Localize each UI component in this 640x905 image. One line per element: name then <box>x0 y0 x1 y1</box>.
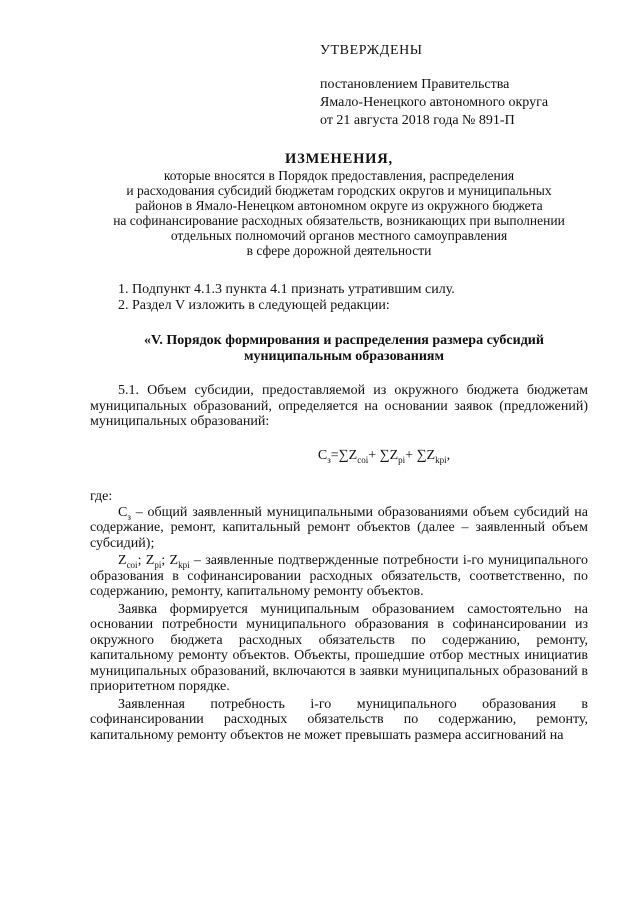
document-title <box>90 150 588 258</box>
def-symbol-sub: coi <box>126 559 138 570</box>
approval-line: Ямало-Ненецкого автономного округа <box>320 95 549 110</box>
document-body <box>90 282 588 743</box>
title-line: на софинансирование расходных обязательств, возникающих при выполнении <box>113 213 565 228</box>
def-text: – заявленные подтвержденные потребности i-го муниципального образования в софинансировании расходных обязательств, соответственно, по содержанию, ремонту, капитальному ремонту объектов. <box>90 553 588 599</box>
section-heading-line: «V. Порядок формирования и распределения размера субсидий <box>144 333 544 348</box>
amendment-item: 1. Подпункт 4.1.3 пункта 4.1 признать утратившим силу. <box>118 282 455 297</box>
subsidy-formula <box>180 448 588 464</box>
formula-plus2: + ∑Z <box>405 447 436 463</box>
formula-lhs-sub: з <box>327 454 331 465</box>
paragraph-need: Заявленная потребность i-го муниципального образования в софинансировании расходных обязательств по содержанию, ремонту, капитальному ремонту объектов не может превышать размера ассигнований на <box>90 696 588 743</box>
def-symbol: ; Z <box>137 553 155 568</box>
formula-lhs: С <box>317 447 328 463</box>
title-line: которые вносятся в Порядок предоставления, распределения <box>163 168 515 183</box>
def-text: – общий заявленный муниципальными образованиями объем субсидий на содержание, ремонт, капитальный ремонт объектов (далее – заявленный объем субсидий); <box>90 504 588 551</box>
paragraph-5-1: 5.1. Объем субсидии, предоставляемой из окружного бюджета бюджетам муниципальных образований, определяется на основании заявок (предложений) муниципальных образований: <box>90 383 588 429</box>
title-line: отдельных полномочий органов местного самоуправления <box>170 228 508 243</box>
formula-end: , <box>446 447 451 463</box>
def-symbol-sub: pi <box>154 559 162 570</box>
section-heading-line: муниципальным образованиям <box>243 349 445 364</box>
formula-eq: =∑Z <box>330 447 358 463</box>
amendment-list <box>90 282 588 313</box>
where-label: где: <box>90 489 113 504</box>
definition-needs <box>90 553 588 600</box>
formula-term3-sub: kpi <box>435 454 447 465</box>
formula-term1-sub: coi <box>357 454 369 465</box>
paragraph-request: Заявка формируется муниципальным образованием самостоятельно на основании потребности муниципального образования в софинансировании из окружного бюджета расходных обязательств по содержанию, ремонту, капитальному ремонту объектов. Объекты, прошедшие отбор местных инициатив муниципальных образований, включаются в заявки муниципальных образований в приоритетном порядке. <box>90 601 588 694</box>
section-heading <box>130 333 558 365</box>
formula-plus1: + ∑Z <box>368 447 399 463</box>
def-symbol: С <box>118 504 128 520</box>
definition-total <box>90 505 588 552</box>
approval-line: от 21 августа 2018 года № 891-П <box>320 113 515 128</box>
title-main: ИЗМЕНЕНИЯ, <box>285 151 393 167</box>
title-line: районов в Ямало-Ненецком автономном округе из окружного бюджета <box>135 198 543 213</box>
approval-line: постановлением Правительства <box>320 77 510 92</box>
formula-term2-sub: pi <box>398 454 406 465</box>
def-symbol: ; Z <box>161 553 179 568</box>
def-symbol-sub: kpi <box>178 559 190 570</box>
def-symbol-sub: з <box>127 511 131 522</box>
def-symbol: Z <box>118 553 127 568</box>
title-line: в сфере дорожной деятельности <box>246 243 432 258</box>
title-line: и расходования субсидий бюджетам городских округов и муниципальных <box>126 183 552 198</box>
amendment-item: 2. Раздел V изложить в следующей редакции: <box>118 297 390 313</box>
approval-heading: УТВЕРЖДЕНЫ <box>320 43 423 58</box>
approval-block <box>320 42 548 130</box>
